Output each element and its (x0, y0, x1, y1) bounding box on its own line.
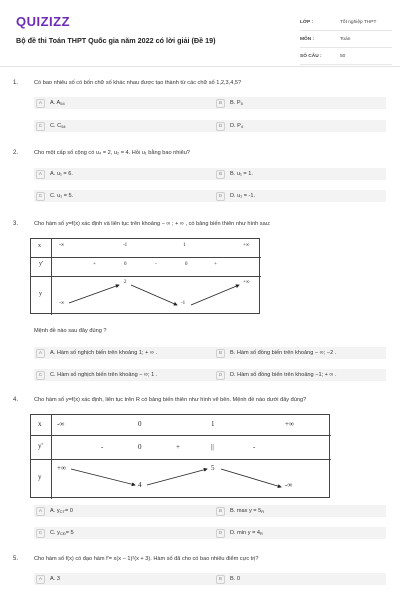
option-a-label: A. u₁ = 6. (50, 171, 73, 177)
document-title: Bộ đề thi Toán THPT Quốc gia năm 2022 có lời giải (Đề 19) (16, 36, 216, 45)
y-value: 2 (124, 280, 127, 285)
question-2-option-d[interactable] (216, 190, 255, 202)
arrow-decreasing (221, 469, 281, 487)
option-b-label: B. 0 (230, 576, 240, 582)
meta-count-value: 50 (340, 53, 346, 59)
yprime-sign: - (155, 262, 157, 267)
option-c-marker: C (36, 122, 45, 131)
option-d-sub: 4 (240, 123, 244, 129)
option-c-tail: = 5 (65, 530, 74, 536)
arrow-increasing (191, 285, 239, 305)
option-b-marker: B (216, 99, 225, 108)
option-b-label: B. max y = 5 (230, 508, 262, 514)
option-c-marker: C (36, 371, 45, 380)
option-b-marker: B (216, 349, 225, 358)
question-3-option-c[interactable] (36, 369, 157, 381)
x-value: +∞ (243, 243, 250, 248)
option-b-sub: R (261, 508, 265, 514)
question-3-option-d[interactable] (216, 369, 337, 381)
variation-arrows (31, 415, 331, 499)
y-value: +∞ (57, 464, 66, 472)
option-c-label: C. u₁ = 5. (50, 193, 74, 199)
yprime-zero: 0 (138, 443, 142, 451)
x-value: -1 (123, 243, 128, 248)
option-a-label: A. 3 (50, 576, 60, 582)
question-3-prompt: Mệnh đề nào sau đây đúng ? (34, 328, 107, 334)
question-3-text: Cho hàm số y=f(x) xác định và liên tục trên khoảng − ∞ ; + ∞ , có bảng biến thiên như hình sau: (34, 221, 271, 227)
option-b-label: B. Hàm số đồng biến trên khoảng − ∞; −2 . (230, 350, 337, 356)
option-b-label: B. P (230, 100, 241, 106)
meta-class-label: LỚP : (300, 19, 314, 25)
option-row-bg (34, 573, 386, 585)
yprime-sign: + (214, 262, 217, 267)
x-value: -∞ (59, 243, 65, 248)
option-c-label: C. y (50, 530, 60, 536)
variation-arrows (31, 239, 261, 315)
option-a-marker: A (36, 99, 45, 108)
question-5-number: 5. (13, 556, 19, 562)
yprime-zero: 0 (124, 262, 127, 267)
option-d-sub: R (260, 530, 263, 536)
option-b-marker: B (216, 575, 225, 584)
meta-count-row (300, 48, 392, 65)
option-a-marker: A (36, 507, 45, 516)
option-a-label: A. Hàm số nghịch biến trên khoảng 1; + ∞ . (50, 350, 158, 356)
yprime-sign: + (176, 443, 180, 451)
option-b-label: B. u₁ = 1. (230, 171, 253, 177)
arrow-increasing (69, 285, 119, 303)
option-d-marker: D (216, 122, 225, 131)
option-c-sup: 4 (63, 123, 66, 129)
question-4-number: 4. (13, 397, 19, 403)
option-row-bg (34, 190, 386, 202)
option-a-marker: A (36, 349, 45, 358)
option-c-label: C. C (50, 123, 62, 129)
question-4-option-a[interactable] (36, 505, 73, 517)
arrow-decreasing (131, 285, 177, 305)
option-row-bg (34, 120, 386, 132)
x-value: +∞ (285, 420, 294, 428)
meta-subject-label: MÔN : (300, 36, 315, 42)
row-label-yprime: y' (38, 442, 43, 450)
yprime-sign: - (253, 443, 256, 451)
yprime-sign: + (93, 262, 96, 267)
question-1-option-a[interactable] (36, 97, 65, 109)
question-3-number: 3. (13, 221, 19, 227)
option-a-label: A. y (50, 508, 60, 514)
option-row-bg (34, 527, 386, 539)
question-2-number: 2. (13, 150, 19, 156)
variation-table-q3 (30, 238, 260, 314)
row-label-yprime: y' (39, 261, 44, 267)
header-divider (0, 66, 400, 67)
meta-class-value: Tốt nghiệp THPT (340, 19, 377, 25)
option-a-sub: CT (59, 508, 65, 514)
question-2-option-c[interactable] (36, 190, 73, 202)
option-c-marker: C (36, 192, 45, 201)
question-3-option-b[interactable] (216, 347, 336, 359)
yprime-sign: - (101, 443, 104, 451)
quizizz-logo: QUIZIZZ (16, 14, 71, 29)
question-4-text: Cho hàm số y=f(x) xác định, liên tục trên R có bảng biến thiên như hình vẽ bên. Mệnh đề nào dưới đây đúng? (34, 397, 307, 403)
question-4-option-c[interactable] (36, 527, 74, 539)
option-d-label: D. P (230, 123, 241, 129)
arrow-decreasing (71, 469, 135, 485)
question-5-option-b[interactable] (216, 573, 240, 585)
question-2-option-b[interactable] (216, 168, 253, 180)
yprime-undefined: || (211, 443, 214, 451)
question-2-text: Cho một cấp số cộng có u₄ = 2, u₂ = 4. Hỏi u₁ bằng bao nhiêu? (34, 150, 190, 156)
option-a-tail: = 0 (64, 508, 73, 514)
question-1-number: 1. (13, 80, 19, 86)
yprime-zero: 0 (185, 262, 188, 267)
question-1-option-d[interactable] (216, 120, 243, 132)
meta-subject-value: Toán (340, 36, 351, 42)
x-value: 0 (138, 420, 142, 428)
option-b-marker: B (216, 507, 225, 516)
meta-class-row (300, 14, 392, 31)
x-value: -∞ (57, 420, 65, 428)
option-row-bg (34, 97, 386, 109)
option-d-label: D. min y = 4 (230, 530, 260, 536)
option-d-marker: D (216, 371, 225, 380)
question-5-text: Cho hàm số f(x) có đạo hàm f′= x(x − 1)²(x + 3). Hàm số đã cho có bao nhiêu điểm cực trị? (34, 556, 259, 562)
question-3-option-a[interactable] (36, 347, 157, 359)
option-d-marker: D (216, 529, 225, 538)
option-c-marker: C (36, 529, 45, 538)
meta-subject-row (300, 31, 392, 48)
y-value: -∞ (59, 301, 65, 306)
option-a-sub: 5 (60, 100, 63, 106)
variation-table-q4 (30, 414, 330, 498)
y-value: 4 (138, 481, 142, 489)
option-row-bg (34, 168, 386, 180)
question-1-text: Có bao nhiêu số có bốn chữ số khác nhau được tạo thành từ các chữ số 1,2,3,4,5? (34, 80, 242, 86)
option-d-label: D. u₁ = -1. (230, 193, 256, 199)
question-5-option-a[interactable] (36, 573, 60, 585)
x-value: 1 (211, 420, 215, 428)
x-value: 1 (183, 243, 186, 248)
option-b-sub: 5 (240, 100, 243, 106)
meta-box (300, 14, 392, 65)
option-c-sub: 5 (61, 123, 64, 129)
question-2-option-a[interactable] (36, 168, 73, 180)
question-4-option-b[interactable] (216, 505, 264, 517)
option-b-marker: B (216, 170, 225, 179)
y-value: 5 (211, 464, 215, 472)
row-label-x: x (38, 243, 41, 249)
option-c-label: C. Hàm số nghịch biến trên khoảng − ∞; 1 . (50, 372, 158, 378)
option-a-marker: A (36, 170, 45, 179)
meta-count-label: SỐ CÂU : (300, 53, 322, 59)
row-label-y: y (38, 473, 42, 481)
arrow-increasing (147, 469, 207, 485)
y-value: -∞ (285, 481, 293, 489)
option-a-marker: A (36, 575, 45, 584)
option-d-label: D. Hàm số đồng biến trên khoảng −1; + ∞ . (230, 372, 337, 378)
question-1-option-b[interactable] (216, 97, 243, 109)
question-4-option-d[interactable] (216, 527, 263, 539)
option-row-bg (34, 505, 386, 517)
option-c-sub: CĐ (59, 530, 66, 536)
option-a-sup: 4 (62, 100, 65, 106)
row-label-x: x (38, 420, 42, 428)
question-1-option-c[interactable] (36, 120, 66, 132)
option-d-marker: D (216, 192, 225, 201)
row-label-y: y (39, 291, 42, 297)
option-a-label: A. A (50, 100, 61, 106)
y-value: +∞ (243, 280, 250, 285)
y-value: -1 (181, 301, 186, 306)
